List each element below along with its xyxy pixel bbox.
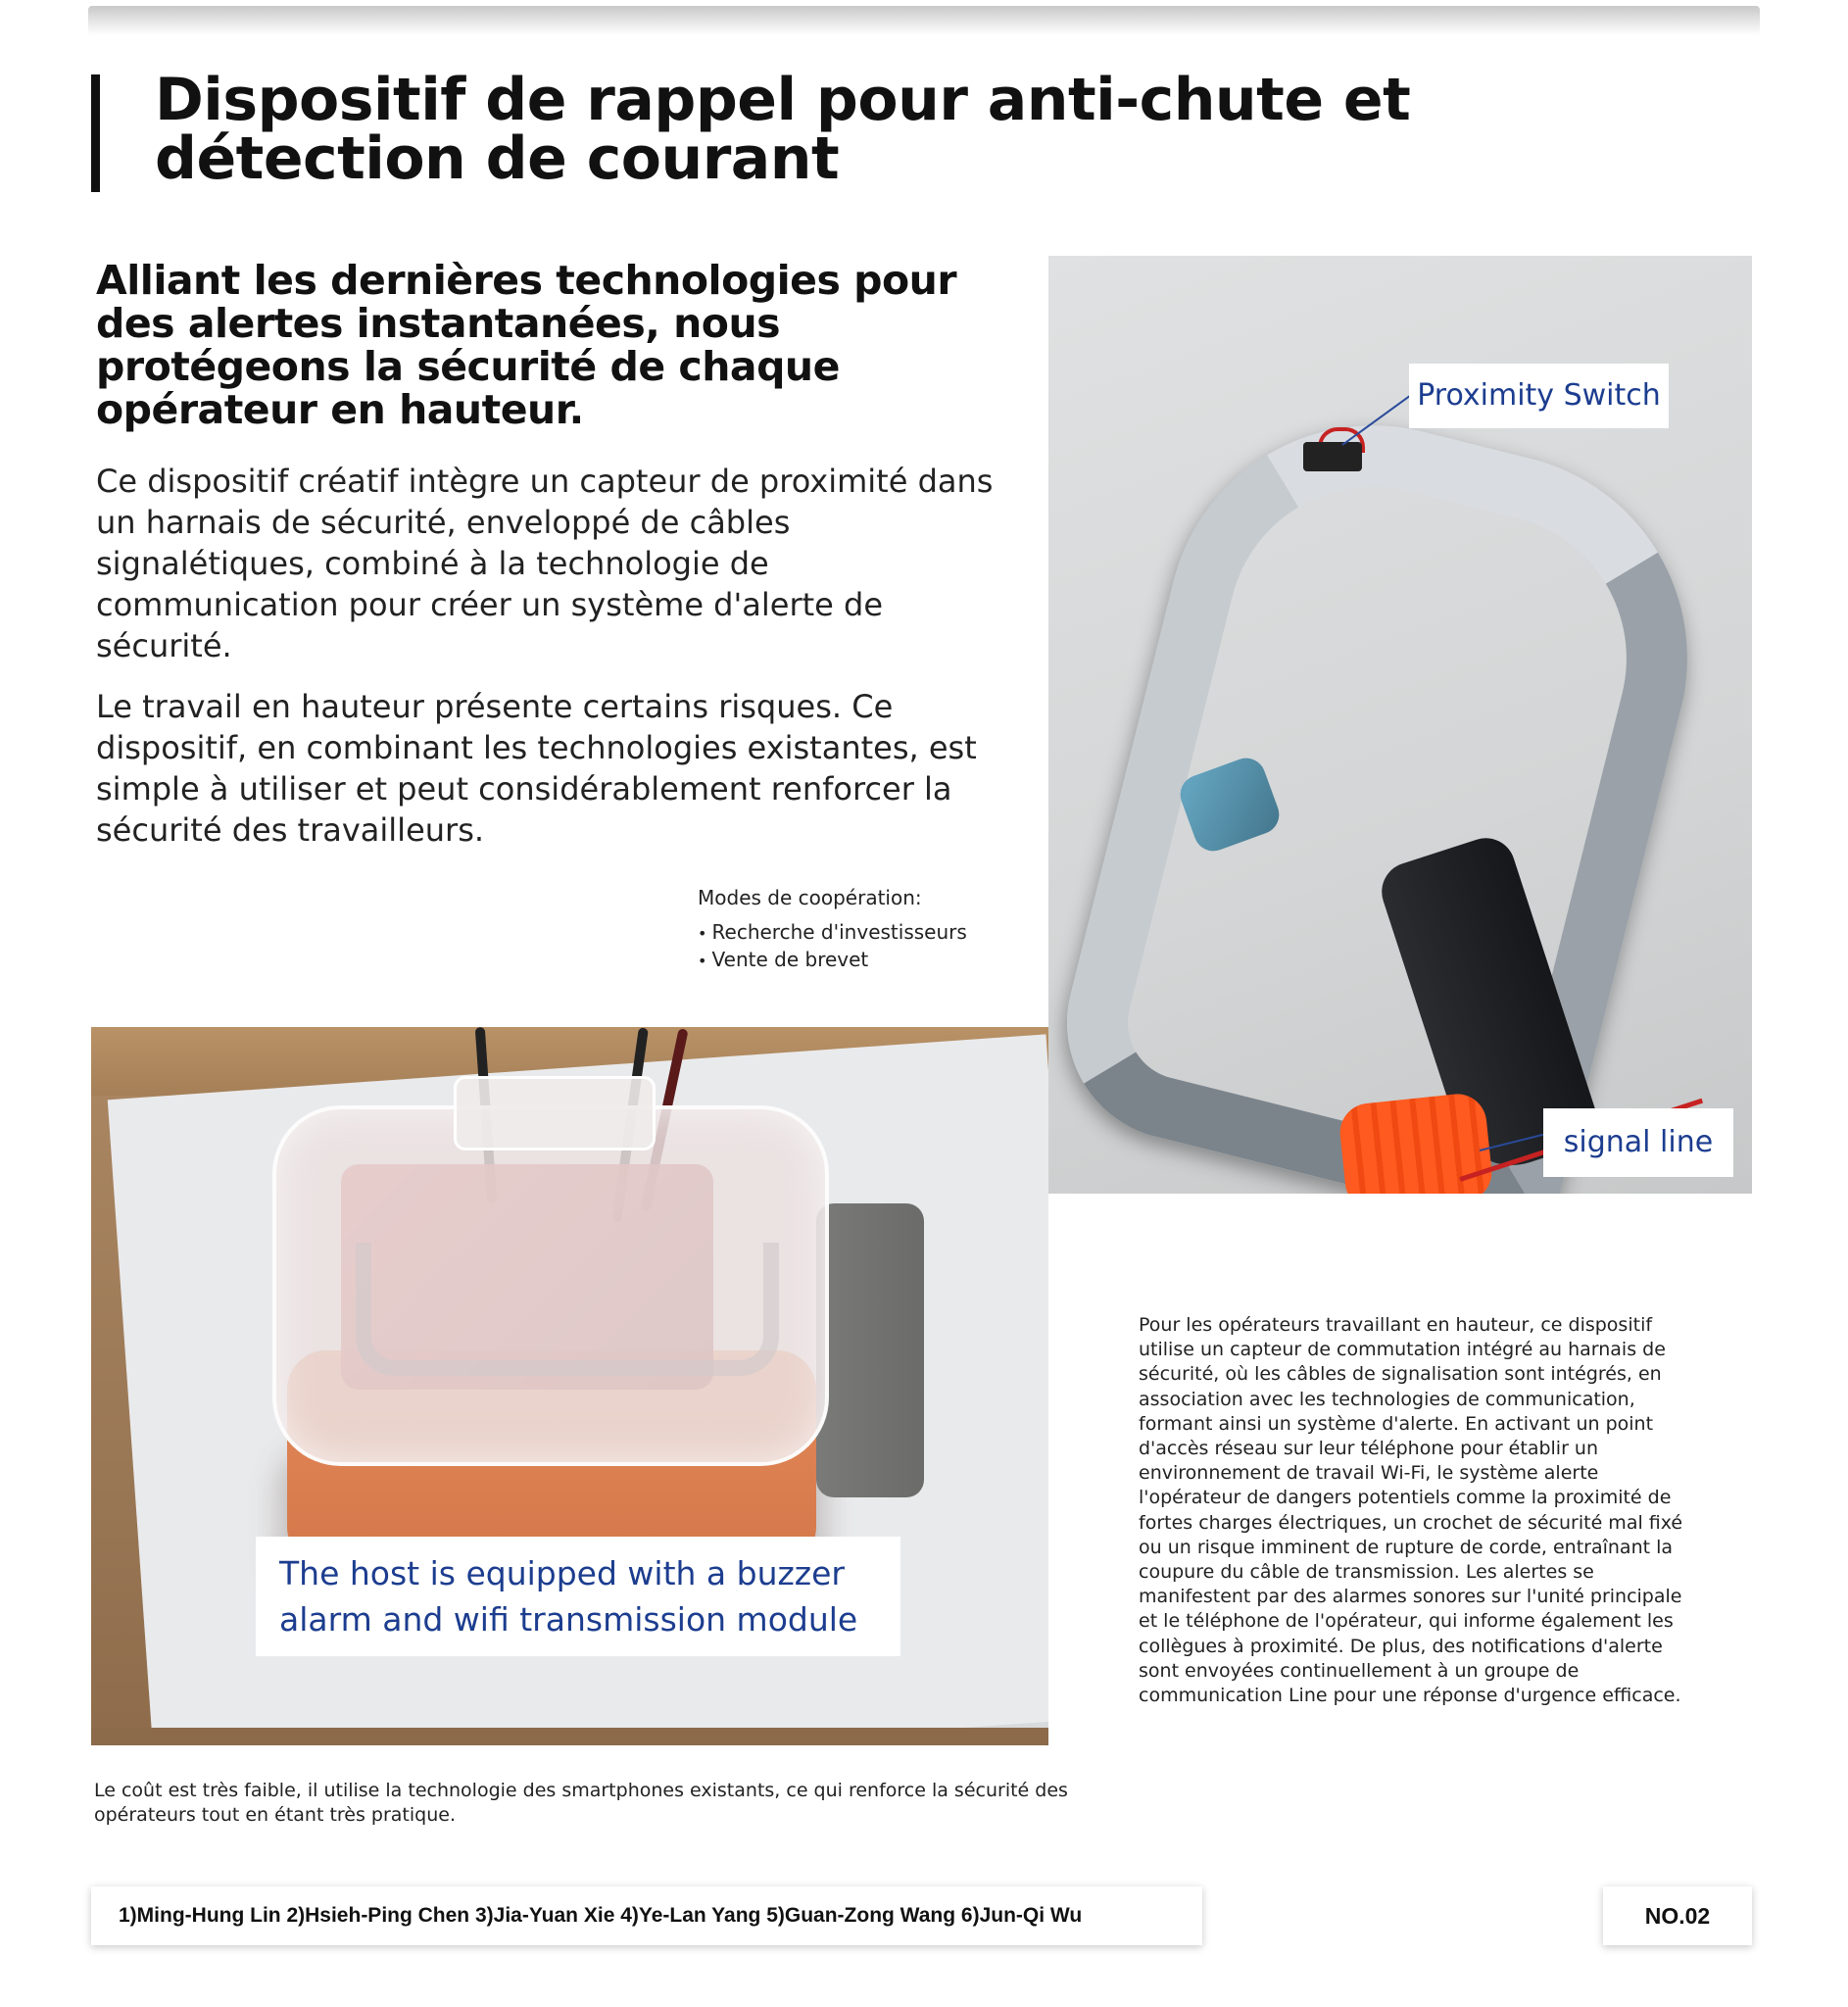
signal-line-label: signal line [1543, 1108, 1733, 1177]
cooperation-list [698, 919, 1031, 974]
risk-paragraph: Le travail en hauteur présente certains risques. Ce dispositif, en combinant les technologies existantes, est simple à utiliser et peut considérablement renforcer la sécurité des travailleurs. [96, 688, 977, 849]
hook-photo [1048, 256, 1752, 1194]
host-label: The host is equipped with a buzzer alarm and wifi transmission module [256, 1537, 900, 1656]
cost-note: Le coût est très faible, il utilise la technologie des smartphones existants, ce qui renforce la sécurité des opérateurs tout en étant très pratique. [94, 1780, 1068, 1826]
page-title: Dispositif de rappel pour anti-chute et détection de courant [155, 66, 1411, 193]
transparent-lid [272, 1105, 829, 1466]
cooperation-title: Modes de coopération: [698, 886, 922, 909]
title-accent-bar [91, 74, 100, 192]
battery-pack [816, 1203, 924, 1497]
cooperation-item-patent: • Vente de brevet [698, 947, 1031, 974]
authors-bar: 1)Ming-Hung Lin 2)Hsieh-Ping Chen 3)Jia-Yuan Xie 4)Ye-Lan Yang 5)Guan-Zong Wang 6)Jun-Qi Wu [91, 1886, 1202, 1945]
host-box-photo [91, 1027, 1048, 1745]
intro-paragraph: Ce dispositif créatif intègre un capteur de proximité dans un harnais de sécurité, enveloppé de câbles signalétiques, combiné à la technologie de communication pour créer un système d'alerte de sécurité. [96, 463, 994, 664]
cooperation-item-investors: • Recherche d'investisseurs [698, 919, 1031, 947]
page-number: NO.02 [1603, 1886, 1752, 1945]
safety-hook-shape [1048, 382, 1730, 1194]
proximity-switch-label: Proximity Switch [1409, 364, 1669, 428]
cooperation-modes [698, 884, 1031, 974]
top-shadow-bar [88, 6, 1760, 35]
proximity-sensor [1303, 442, 1362, 471]
page-subtitle: Alliant les dernières technologies pour des alertes instantanées, nous protégeons la sécurité de chaque opérateur en hauteur. [96, 257, 957, 433]
description-text: Pour les opérateurs travaillant en hauteur, ce dispositif utilise un capteur de commutation intégré au harnais de sécurité, où les câbles de signalisation sont intégrés, en association avec les technologies de communication, formant ainsi un système d'alerte. En activant un point d'accès réseau sur leur téléphone pour établir un environnement de travail Wi-Fi, le système alerte l'opérateur de dangers potentiels comme la proximité de fortes charges électriques, un crochet de sécurité mal fixé ou un risque imminent de rupture de corde, entraînant la coupure du câble de transmission. Les alertes se manifestent par des alarmes sonores sur l'unité principale et le téléphone de l'opérateur, qui informe également les collègues à proximité. De plus, des notifications d'alerte sont envoyées continuellement à un groupe de communication Line pour une réponse d'urgence efficace. [1139, 1314, 1683, 1707]
lid-latch [454, 1076, 656, 1150]
wood-table-bottom [91, 1728, 1048, 1745]
